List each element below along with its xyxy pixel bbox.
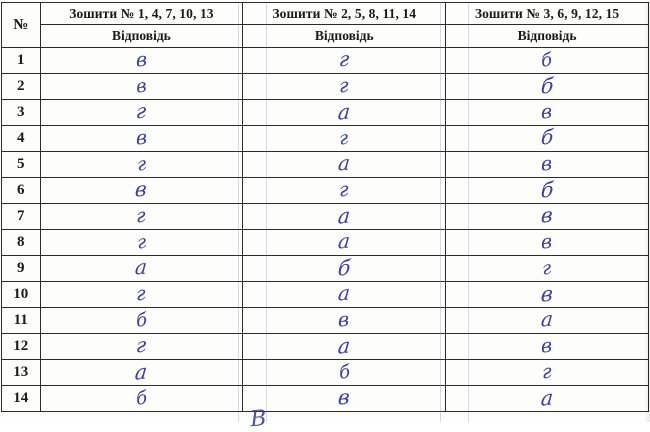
answer-cell-1	[40, 100, 243, 126]
answer-cell-3	[446, 256, 649, 282]
row-number: 8	[2, 230, 41, 256]
handwritten-answer: г	[135, 332, 148, 357]
handwritten-answer: а	[337, 279, 352, 306]
handwritten-answer: в	[135, 125, 148, 150]
table-row	[2, 308, 649, 334]
answer-cell-3	[446, 334, 649, 360]
handwritten-answer: в	[134, 75, 148, 98]
answer-cell-2	[243, 334, 446, 360]
header-group-2: Зошити № 2, 5, 8, 11, 14	[243, 3, 446, 25]
handwritten-answer: в	[134, 175, 149, 202]
answer-cell-1	[40, 152, 243, 178]
answers-table	[1, 2, 649, 412]
handwritten-answer: а	[539, 305, 555, 332]
answer-cell-3	[446, 282, 649, 308]
answer-cell-3	[446, 230, 649, 256]
answer-cell-2	[243, 126, 446, 152]
table-row	[2, 256, 649, 282]
handwritten-answer: г	[338, 127, 351, 150]
handwritten-answer: г	[339, 177, 350, 202]
row-number: 13	[2, 360, 41, 386]
header-answer-2: Відповідь	[243, 25, 446, 48]
answer-cell-2	[243, 48, 446, 74]
table-row	[2, 74, 649, 100]
handwritten-answer: г	[136, 281, 147, 306]
table-header-subs	[2, 25, 649, 48]
answer-cell-3	[446, 360, 649, 386]
handwritten-answer: б	[540, 49, 554, 72]
answer-cell-1	[40, 386, 243, 412]
handwritten-answer: в	[541, 99, 554, 124]
form-guide-line	[266, 2, 267, 422]
header-number: №	[2, 3, 41, 48]
answer-cell-3	[446, 305, 649, 334]
row-number: 14	[2, 386, 41, 412]
handwritten-answer: г	[135, 231, 148, 254]
row-number: 5	[2, 152, 41, 178]
answer-cell-2	[243, 279, 446, 308]
answer-cell-2	[243, 149, 446, 178]
row-number: 4	[2, 126, 41, 152]
answer-cell-3	[446, 100, 649, 126]
handwritten-answer: в	[540, 201, 555, 228]
handwritten-answer: г	[337, 46, 351, 71]
answer-cell-1	[40, 253, 243, 282]
handwritten-answer: в	[539, 280, 555, 307]
header-answer-1: Відповідь	[40, 25, 243, 48]
answer-cell-1	[40, 74, 243, 100]
table-header-groups	[2, 3, 649, 25]
table-row	[2, 230, 649, 256]
scanned-answer-sheet	[0, 2, 650, 432]
handwritten-answer: а	[134, 358, 149, 385]
answer-cell-1	[40, 360, 243, 386]
answer-cell-3	[446, 123, 649, 152]
row-number: 11	[2, 308, 41, 334]
row-number: 10	[2, 282, 41, 308]
header-group-3: Зошити № 3, 6, 9, 12, 15	[446, 3, 649, 25]
handwritten-answer: в	[541, 333, 554, 358]
handwritten-answer: г	[135, 98, 148, 123]
table-row	[2, 48, 649, 74]
handwritten-answer: г	[541, 359, 553, 384]
handwritten-answer: в	[541, 151, 554, 176]
form-guide-line	[238, 2, 239, 422]
row-number: 12	[2, 334, 41, 360]
handwritten-answer: а	[337, 227, 352, 254]
table-row	[2, 282, 649, 308]
table-row	[2, 152, 649, 178]
form-guide-line	[440, 2, 441, 422]
row-number: 6	[2, 178, 41, 204]
handwritten-answer: б	[134, 309, 149, 332]
handwritten-answer: б	[134, 387, 149, 410]
answer-cell-1	[40, 282, 243, 308]
answer-cell-2	[243, 308, 446, 334]
handwritten-answer: а	[336, 202, 352, 229]
answer-cell-1	[40, 230, 243, 256]
answer-cell-3	[446, 152, 649, 178]
handwritten-answer: а	[134, 253, 149, 280]
row-number: 2	[2, 74, 41, 100]
answer-cell-2	[243, 360, 446, 386]
bottom-handwriting-mark: В	[249, 406, 268, 432]
answer-cell-3	[446, 178, 649, 204]
answer-cell-2	[243, 204, 446, 230]
answer-cell-1	[40, 175, 243, 204]
answer-cell-3	[446, 74, 649, 100]
table-row	[2, 334, 649, 360]
answer-cell-1	[40, 48, 243, 74]
handwritten-answer: а	[539, 384, 555, 411]
table-row	[2, 204, 649, 230]
handwritten-answer: а	[337, 149, 352, 176]
handwritten-answer: г	[135, 153, 148, 176]
row-number: 9	[2, 256, 41, 282]
handwritten-answer: б	[336, 254, 352, 281]
header-answer-3: Відповідь	[446, 25, 649, 48]
answer-cell-3	[446, 386, 649, 412]
table-row	[2, 178, 649, 204]
handwritten-answer: г	[339, 73, 350, 98]
row-number: 1	[2, 48, 41, 74]
answer-cell-2	[243, 74, 446, 100]
row-number: 3	[2, 100, 41, 126]
handwritten-answer: в	[337, 383, 352, 410]
form-guide-line	[468, 2, 469, 422]
handwritten-answer: б	[337, 361, 352, 384]
handwritten-answer: а	[336, 98, 352, 125]
handwritten-answer: в	[135, 47, 148, 72]
answer-cell-3	[446, 48, 649, 74]
answer-cell-1	[40, 126, 243, 152]
table-row	[2, 126, 649, 152]
answer-cell-1	[40, 334, 243, 360]
table-row	[2, 100, 649, 126]
answer-cell-3	[446, 201, 649, 230]
handwritten-answer: г	[541, 257, 553, 280]
header-group-1: Зошити № 1, 4, 7, 10, 13	[40, 3, 243, 25]
answer-cell-1	[40, 308, 243, 334]
answer-cell-2	[243, 178, 446, 204]
answer-cell-2	[243, 100, 446, 126]
handwritten-answer: в	[338, 307, 351, 332]
handwritten-answer: г	[136, 203, 147, 228]
handwritten-answer: б	[539, 123, 555, 150]
handwritten-answer: б	[539, 176, 555, 203]
row-number: 7	[2, 204, 41, 230]
handwritten-answer: в	[541, 229, 554, 254]
handwritten-answer: а	[336, 332, 352, 359]
handwritten-answer: б	[539, 72, 555, 99]
answer-cell-2	[243, 227, 446, 256]
table-row	[2, 360, 649, 386]
answer-cell-1	[40, 204, 243, 230]
answer-cell-2	[243, 256, 446, 282]
